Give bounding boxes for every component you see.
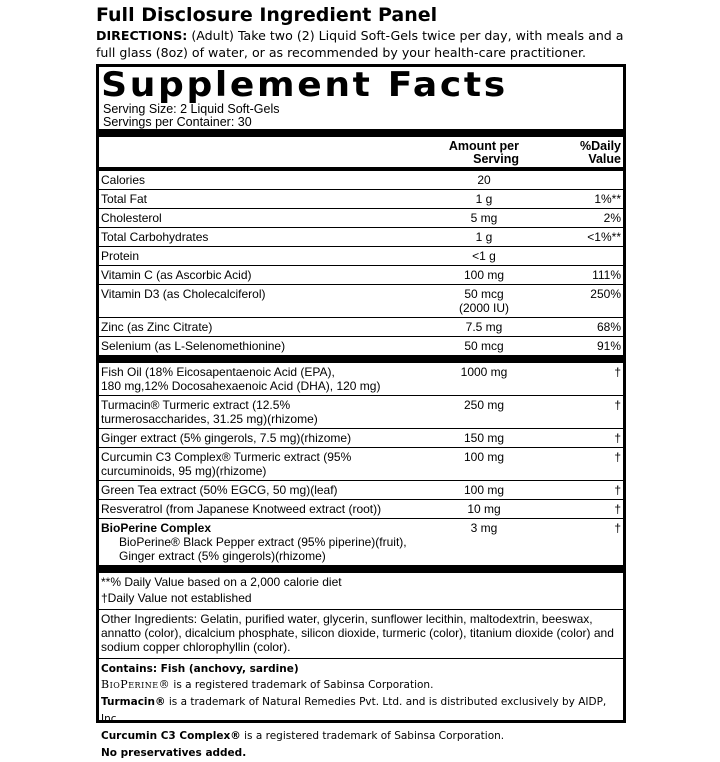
no-preservatives: No preservatives added. [101, 747, 247, 759]
bioperine-trademark: BioPerine® is a registered trademark of Sabinsa Corporation. [101, 678, 434, 691]
supplement-facts-title: Supplement Facts [101, 65, 508, 105]
divider-thick [99, 565, 623, 573]
nutrient-row: Zinc (as Zinc Citrate) 7.5 mg 68% [99, 317, 623, 336]
nutrient-row: Cholesterol 5 mg 2% [99, 208, 623, 227]
servings-per-container: Servings per Container: 30 [103, 115, 252, 129]
blend-list [99, 363, 623, 565]
turmacin-trademark: Turmacin® is a trademark of Natural Remedies Pvt. Ltd. and is distributed exclusively by AIDP, Inc. [101, 696, 607, 725]
nutrient-row: Total Fat 1 g 1%** [99, 189, 623, 208]
divider-thick [99, 129, 623, 137]
nutrient-row: Vitamin D3 (as Cholecalciferol) 50 mcg (2000 IU) 250% [99, 284, 623, 317]
bioperine-complex-row: BioPerine Complex BioPerine® Black Pepper extract (95% piperine)(fruit), Ginger extract (5% gingerols)(rhizome) 3 mg † [99, 518, 623, 565]
blend-row: Fish Oil (18% Eicosapentaenoic Acid (EPA), 180 mg,12% Docosahexaenoic Acid (DHA), 120 mg) 1000 mg † [101, 365, 621, 393]
supplement-label [96, 4, 626, 759]
nutrient-row: Selenium (as L-Selenomethionine) 50 mcg 91% [99, 336, 623, 355]
nutrient-row: Calories 20 [101, 173, 491, 187]
nutrient-row: Protein <1 g [99, 246, 623, 265]
serving-size: Serving Size: 2 Liquid Soft-Gels [103, 102, 280, 116]
blend-row: Turmacin® Turmeric extract (12.5% turmerosaccharides, 31.25 mg)(rhizome) 250 mg † [99, 395, 623, 428]
bioperine-logo: BioPerine® [101, 678, 171, 691]
other-ingredients: Other Ingredients: Gelatin, purified water, glycerin, sunflower lecithin, maltodextrin, beeswax, annatto (color), dicalcium phosphate, silicon dioxide, turmeric (color), titanium dioxide (color) and sodium copper chlorophyllin (color). [99, 609, 623, 658]
nutrient-list [99, 171, 623, 355]
blend-row: Green Tea extract (50% EGCG, 50 mg)(leaf) 100 mg † [99, 480, 623, 499]
nutrient-row: Vitamin C (as Ascorbic Acid) 100 mg 111% [99, 265, 623, 284]
disclosure-title: Full Disclosure Ingredient Panel [96, 4, 438, 26]
divider-thick [99, 355, 623, 363]
blend-row: Ginger extract (5% gingerols, 7.5 mg)(rhizome) 150 mg † [99, 428, 623, 447]
curcumin-trademark: Curcumin C3 Complex® is a registered trademark of Sabinsa Corporation. [101, 730, 505, 742]
blend-row: Curcumin C3 Complex® Turmeric extract (95% curcuminoids, 95 mg)(rhizome) 100 mg † [99, 447, 623, 480]
daily-value-header: %Daily Value [580, 139, 621, 166]
daily-value-footnote: **% Daily Value based on a 2,000 calorie diet [101, 575, 342, 589]
directions-body: (Adult) Take two (2) Liquid Soft-Gels twice per day, with meals and a full glass (8oz) of water, or as recommended by your health-care practitioner. [96, 28, 624, 60]
allergen-statement: Contains: Fish (anchovy, sardine) [99, 658, 623, 676]
directions-text [96, 27, 626, 61]
nutrient-row: Total Carbohydrates 1 g <1%** [99, 227, 623, 246]
amount-header: Amount per Serving [448, 139, 519, 166]
directions-label: DIRECTIONS: [96, 28, 188, 43]
blend-row: Resveratrol (from Japanese Knotweed extract (root)) 10 mg † [99, 499, 623, 518]
dagger-footnote: †Daily Value not established [101, 591, 252, 605]
supplement-facts-panel [96, 64, 626, 759]
column-headers [99, 137, 623, 167]
